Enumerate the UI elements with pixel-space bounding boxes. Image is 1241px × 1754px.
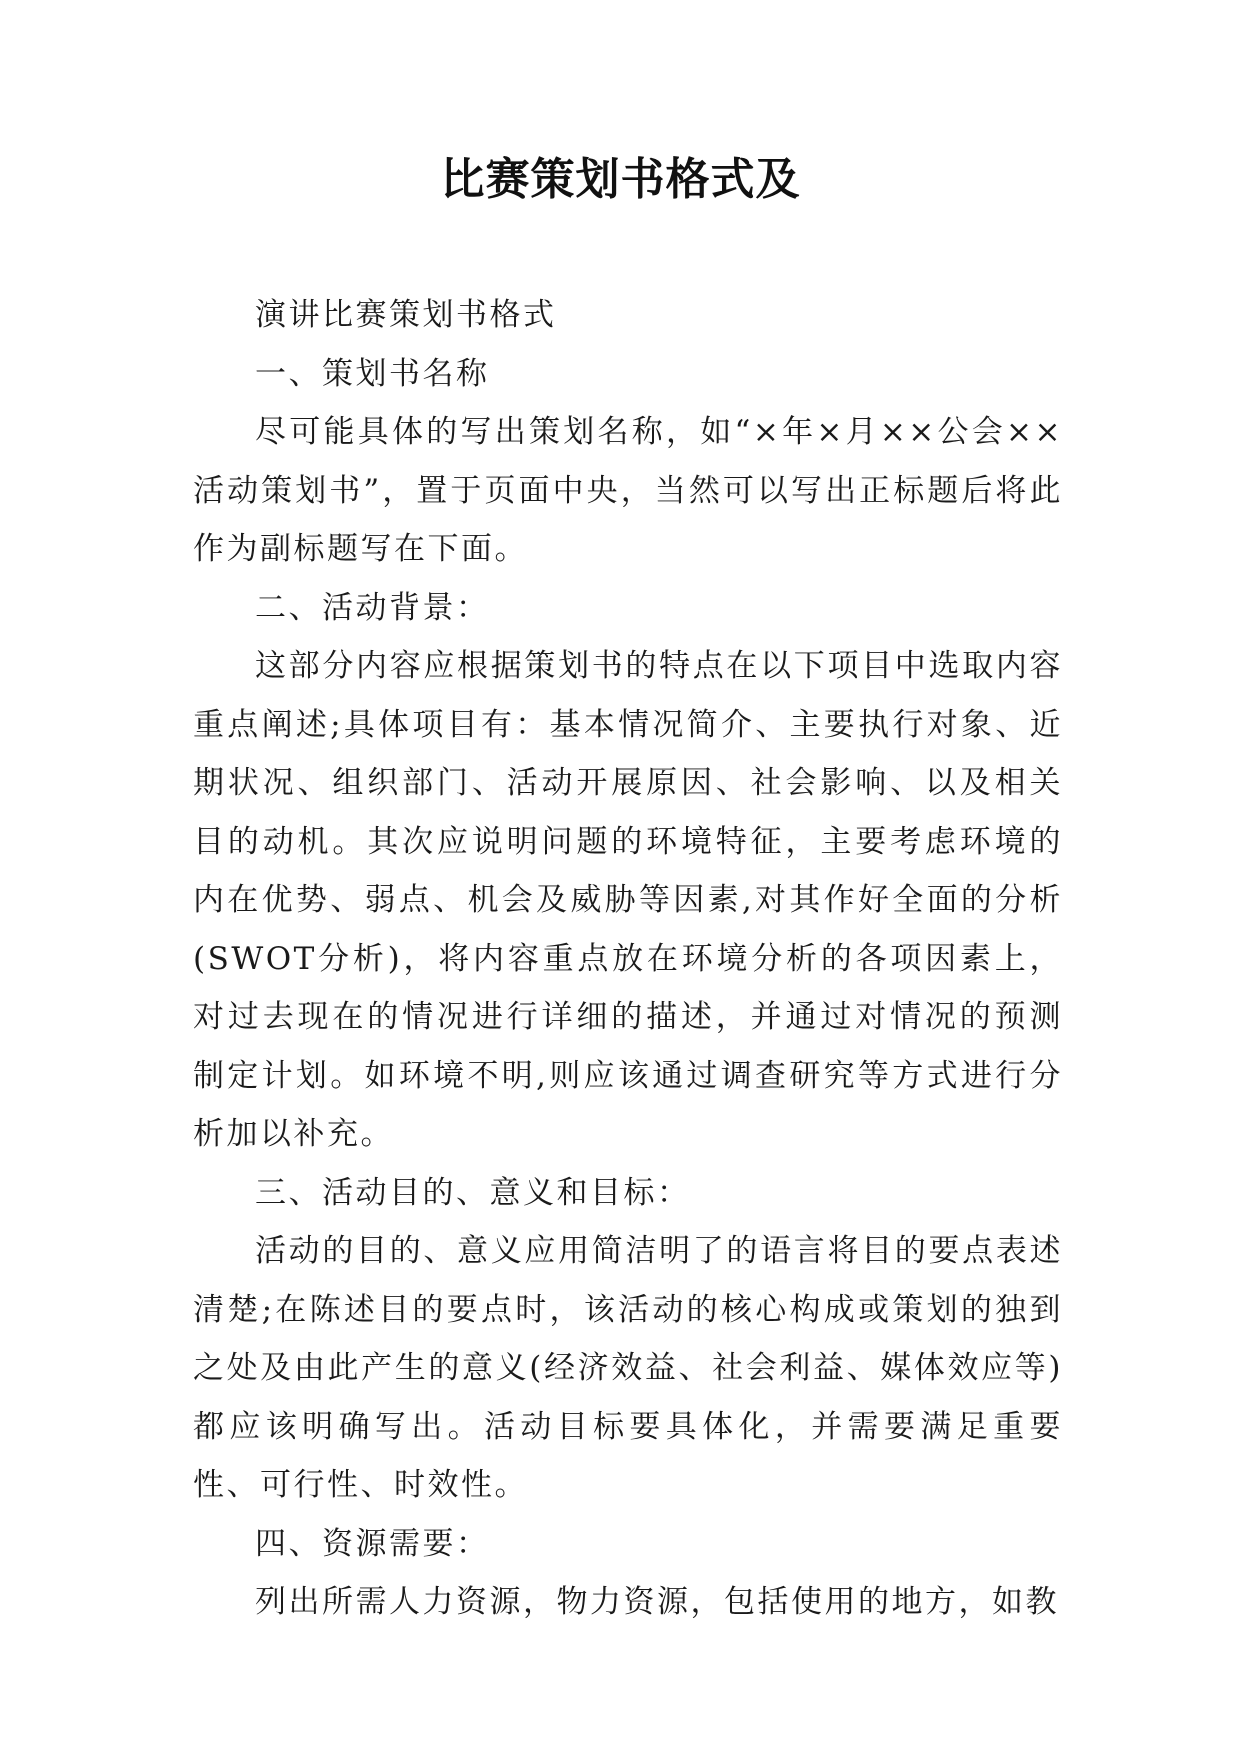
heading-purpose: 三、活动目的、意义和目标： [255,1174,691,1211]
heading-background: 二、活动背景： [255,589,490,626]
paragraph-background: 这部分内容应根据策划书的特点在以下项目中选取内容重点阐述;具体项目有：基本情况简介、主要执行对象、近期状况、组织部门、活动开展原因、社会影响、以及相关目的动机。其次应说明问题的环境特征，主要考虑环境的内在优势、弱点、机会及威胁等因素,对其作好全面的分析(SWOT分析)，将内容重点放在环境分析的各项因素上，对过去现在的情况进行详细的描述，并通过对情况的预测制定计划。如环境不明,则应该通过调查研究等方式进行分析加以补充。 [193,648,1063,1152]
paragraph-plan-name: 尽可能具体的写出策划名称，如“×年×月××公会××活动策划书”，置于页面中央，当然可以写出正标题后将此作为副标题写在下面。 [193,414,1063,567]
paragraph-resources: 列出所需人力资源，物力资源，包括使用的地方，如教 [255,1584,1059,1620]
paragraph-purpose: 活动的目的、意义应用简洁明了的语言将目的要点表述清楚;在陈述目的要点时，该活动的核心构成或策划的独到之处及由此产生的意义(经济效益、社会利益、媒体效应等)都应该明确写出。活动目标要具体化，并需要满足重要性、可行性、时效性。 [193,1233,1063,1503]
document-title: 比赛策划书格式及 [440,154,801,205]
heading-plan-name: 一、策划书名称 [255,355,490,392]
heading-resources: 四、资源需要： [255,1525,490,1562]
paragraph-speech-format: 演讲比赛策划书格式 [255,297,557,333]
document-body [193,286,1063,1632]
